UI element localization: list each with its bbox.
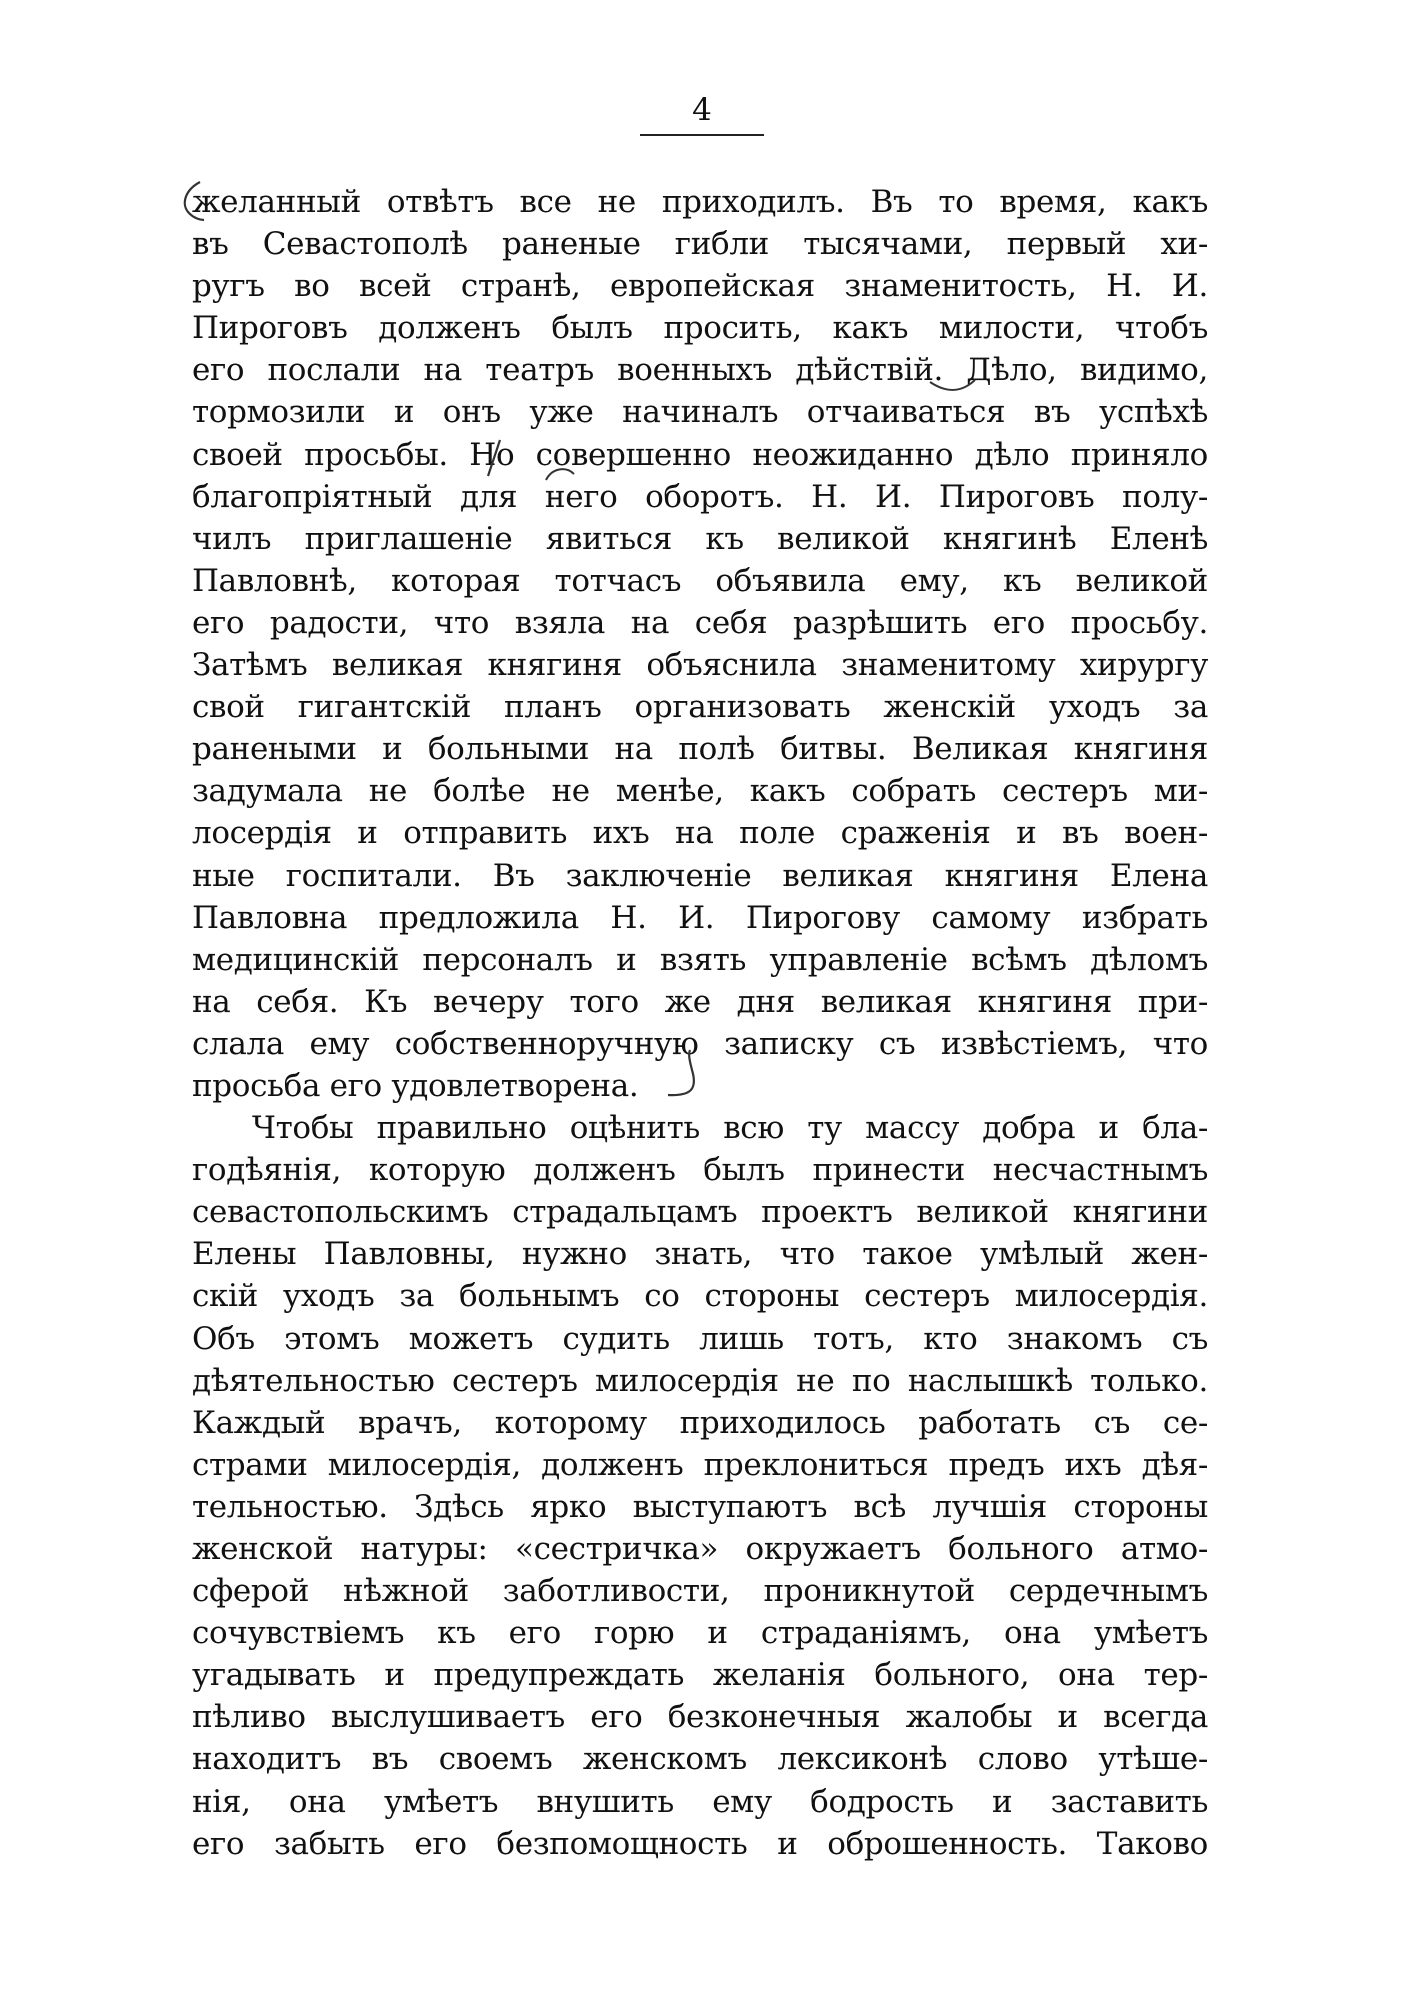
text-line: тельностью. Здѣсь ярко выступаютъ всѣ лучшія стороны — [192, 1488, 1208, 1525]
text-line: скій уходъ за больнымъ со стороны сестеръ милосердія. — [192, 1278, 1208, 1315]
text-line: севастопольскимъ страдальцамъ проектъ великой княгини — [192, 1194, 1208, 1231]
text-line: сферой нѣжной заботливости, проникнутой сердечнымъ — [192, 1573, 1208, 1610]
text-line: Объ этомъ можетъ судить лишь тотъ, кто знакомъ съ — [192, 1320, 1208, 1357]
text-line: его забыть его безпомощность и оброшенность. Таково — [192, 1825, 1208, 1862]
page-number-rule — [640, 134, 764, 136]
text-line: тормозили и онъ уже начиналъ отчаиваться въ успѣхѣ — [192, 394, 1208, 431]
text-line: просьба его удовлетворена. — [192, 1067, 639, 1104]
text-line: медицинскій персоналъ и взять управленіе всѣмъ дѣломъ — [192, 941, 1208, 978]
text-line: годѣянія, которую долженъ былъ принести несчастнымъ — [192, 1152, 1208, 1189]
text-line: дѣятельностью сестеръ милосердія не по наслышкѣ только. — [192, 1362, 1208, 1399]
text-line: свой гигантскій планъ организовать женскій уходъ за — [192, 689, 1208, 726]
paragraph-1 — [192, 181, 1208, 1107]
text-line: пѣливо выслушиваетъ его безконечныя жалобы и всегда — [192, 1699, 1208, 1736]
text-line: Павловнѣ, которая тотчасъ объявила ему, къ великой — [192, 562, 1208, 599]
text-line: ругъ во всей странѣ, европейская знаменитость, Н. И. — [192, 268, 1208, 305]
text-line: ранеными и больными на полѣ битвы. Великая княгиня — [192, 731, 1208, 768]
text-line: на себя. Къ вечеру того же дня великая княгиня при- — [192, 983, 1208, 1020]
text-line: Затѣмъ великая княгиня объяснила знаменитому хирургу — [192, 647, 1208, 684]
text-line: задумала не болѣе не менѣе, какъ собрать сестеръ ми- — [192, 773, 1208, 810]
text-line: находитъ въ своемъ женскомъ лексиконѣ слово утѣше- — [192, 1741, 1208, 1778]
text-line: лосердія и отправить ихъ на поле сраженія и въ воен- — [192, 815, 1208, 852]
text-line: Чтобы правильно оцѣнить всю ту массу добра и бла- — [252, 1110, 1208, 1147]
text-line: женской натуры: «сестричка» окружаетъ больного атмо- — [192, 1531, 1208, 1567]
text-line: своей просьбы. Но совершенно неожиданно дѣло приняло — [192, 436, 1208, 473]
text-line: ные госпитали. Въ заключеніе великая княгиня Елена — [192, 857, 1208, 894]
text-line: сочувствіемъ къ его горю и страданіямъ, она умѣетъ — [192, 1615, 1208, 1652]
text-line: его радости, что взяла на себя разрѣшить его просьбу. — [192, 604, 1208, 641]
text-line: Пироговъ долженъ былъ просить, какъ милости, чтобъ — [192, 310, 1208, 347]
text-line: благопріятный для него оборотъ. Н. И. Пироговъ полу- — [192, 478, 1208, 515]
text-line: Павловна предложила Н. И. Пирогову самому избрать — [192, 899, 1208, 936]
text-line: его послали на театръ военныхъ дѣйствій. Дѣло, видимо, — [192, 352, 1208, 389]
text-line: нія, она умѣетъ внушить ему бодрость и заставить — [192, 1783, 1208, 1820]
text-line: Елены Павловны, нужно знать, что такое умѣлый жен- — [192, 1236, 1208, 1273]
paragraph-2 — [192, 1107, 1208, 1865]
text-line: въ Севастополѣ раненые гибли тысячами, первый хи- — [192, 226, 1208, 263]
text-line: слала ему собственноручную записку съ извѣстіемъ, что — [192, 1025, 1208, 1062]
body-text — [192, 181, 1208, 1865]
page-number: 4 — [692, 92, 712, 128]
text-line: желанный отвѣтъ все не приходилъ. Въ то время, какъ — [192, 184, 1208, 220]
text-line: чилъ приглашеніе явиться къ великой княгинѣ Еленѣ — [192, 520, 1208, 557]
text-line: угадывать и предупреждать желанія больного, она тер- — [192, 1657, 1208, 1694]
text-line: страми милосердія, долженъ преклониться предъ ихъ дѣя- — [192, 1446, 1208, 1483]
text-line: Каждый врачъ, которому приходилось работать съ се- — [192, 1404, 1208, 1441]
